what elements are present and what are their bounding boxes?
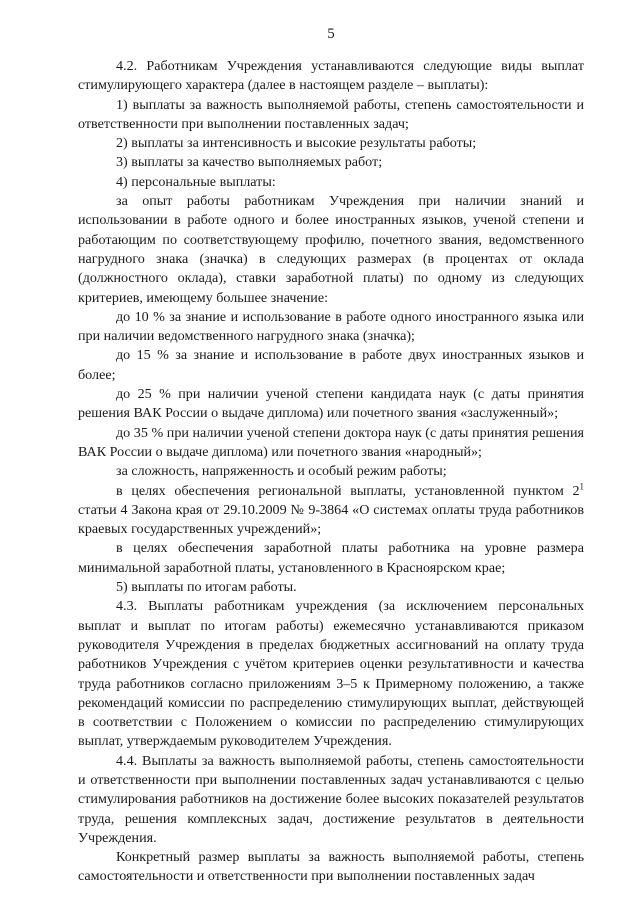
regional-text-after: статьи 4 Закона края от 29.10.2009 № 9-3864 «О системах оплаты труда работников краевых государственных учреждений»;	[78, 501, 584, 538]
footnote-superscript: 1	[579, 480, 584, 491]
paragraph-4-3: 4.3. Выплаты работникам учреждения (за исключением персональных выплат и выплат по итогам работы) ежемесячно устанавливаются приказом руководителя Учреждения в пределах бюджетных ассигнований на оплату труда работников Учреждения с учётом критериев оценки результативности и качества труда работников согласно приложениям 3–5 к Примерному положению, а также рекомендаций комиссии по распределению стимулирующих выплат, действующей в соответствии с Положением о комиссии по распределению стимулирующих выплат, утверждаемым руководителем Учреждения.	[78, 598, 584, 750]
list-item-1: 1) выплаты за важность выполняемой работы, степень самостоятельности и ответственности при выполнении поставленных задач;	[78, 96, 584, 132]
document-body	[78, 57, 584, 887]
list-item-3: 3) выплаты за качество выполняемых работ;	[116, 154, 383, 171]
paragraph-10-percent: до 10 % за знание и использование в работе одного иностранного языка или при наличии ведомственного нагрудного знака (значка);	[78, 308, 584, 345]
paragraph-4-2: 4.2. Работникам Учреждения устанавливаются следующие виды выплат стимулирующего характера (далее в настоящем разделе – выплаты):	[78, 58, 584, 94]
paragraph-4-4: 4.4. Выплаты за важность выполняемой работы, степень самостоятельности и ответственности при выполнении поставленных задач устанавливаются с целью стимулирования работников на достижение более высоких показателей результатов труда, решения комплексных задач, достижение результатов в деятельности Учреждения.	[78, 752, 584, 846]
list-item-2: 2) выплаты за интенсивность и высокие результаты работы;	[116, 135, 477, 152]
paragraph-experience: за опыт работы работникам Учреждения при наличии знаний и использовании в работе одного и более иностранных языков, ученой степени и работающим по соответствующему профилю, почетного звания, ведомственного нагрудного знака (значка) в следующих размерах (в процентах от оклада (должностного оклада), ставки заработной платы) по одному из следующих критериев, имеющему большее значение:	[78, 193, 584, 306]
regional-text-before: в целях обеспечения региональной выплаты, установленной пунктом 2	[116, 482, 580, 499]
list-item-4: 4) персональные выплаты:	[116, 173, 276, 190]
paragraph-complexity: за сложность, напряженность и особый режим работы;	[116, 463, 447, 480]
paragraph-specific-amount: Конкретный размер выплаты за важность выполняемой работы, степень самостоятельности и ответственности при выполнении поставленных задач	[78, 849, 584, 885]
page-number: 5	[327, 26, 335, 42]
paragraph-regional	[78, 482, 584, 540]
list-item-5: 5) выплаты по итогам работы.	[116, 579, 297, 596]
paragraph-15-percent: до 15 % за знание и использование в работе двух иностранных языков и более;	[78, 347, 584, 383]
paragraph-25-percent: до 25 % при наличии ученой степени кандидата наук (с даты принятия решения ВАК России о выдаче диплома) или почетного звания «заслуженный»;	[78, 386, 584, 422]
paragraph-35-percent: до 35 % при наличии ученой степени доктора наук (с даты принятия решения ВАК России о выдаче диплома) или почетного звания «народный»;	[78, 424, 584, 460]
paragraph-minimum-wage: в целях обеспечения заработной платы работника на уровне размера минимальной заработной платы, установленного в Красноярском крае;	[78, 540, 584, 576]
